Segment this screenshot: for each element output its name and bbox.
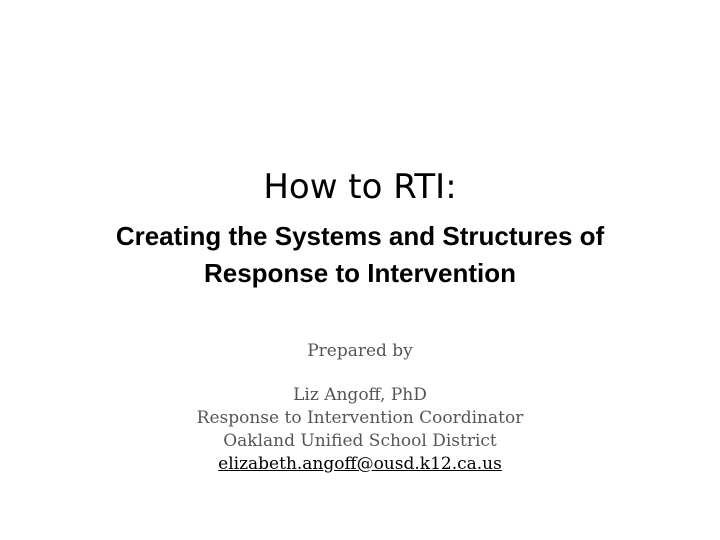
subtitle-line-2: Response to Intervention	[203, 258, 517, 288]
author-info	[0, 384, 720, 476]
prepared-by-label: Prepared by	[307, 341, 413, 361]
subtitle-line-1: Creating the Systems and Structures of	[115, 221, 605, 251]
author-email-link[interactable]: elizabeth.angoff@ousd.k12.ca.us	[218, 454, 502, 474]
slide-subtitle	[40, 218, 680, 292]
slide-title: How to RTI:	[263, 167, 457, 207]
author-organization: Oakland Unified School District	[223, 431, 497, 451]
author-role: Response to Intervention Coordinator	[196, 408, 524, 428]
author-name: Liz Angoff, PhD	[293, 385, 427, 405]
